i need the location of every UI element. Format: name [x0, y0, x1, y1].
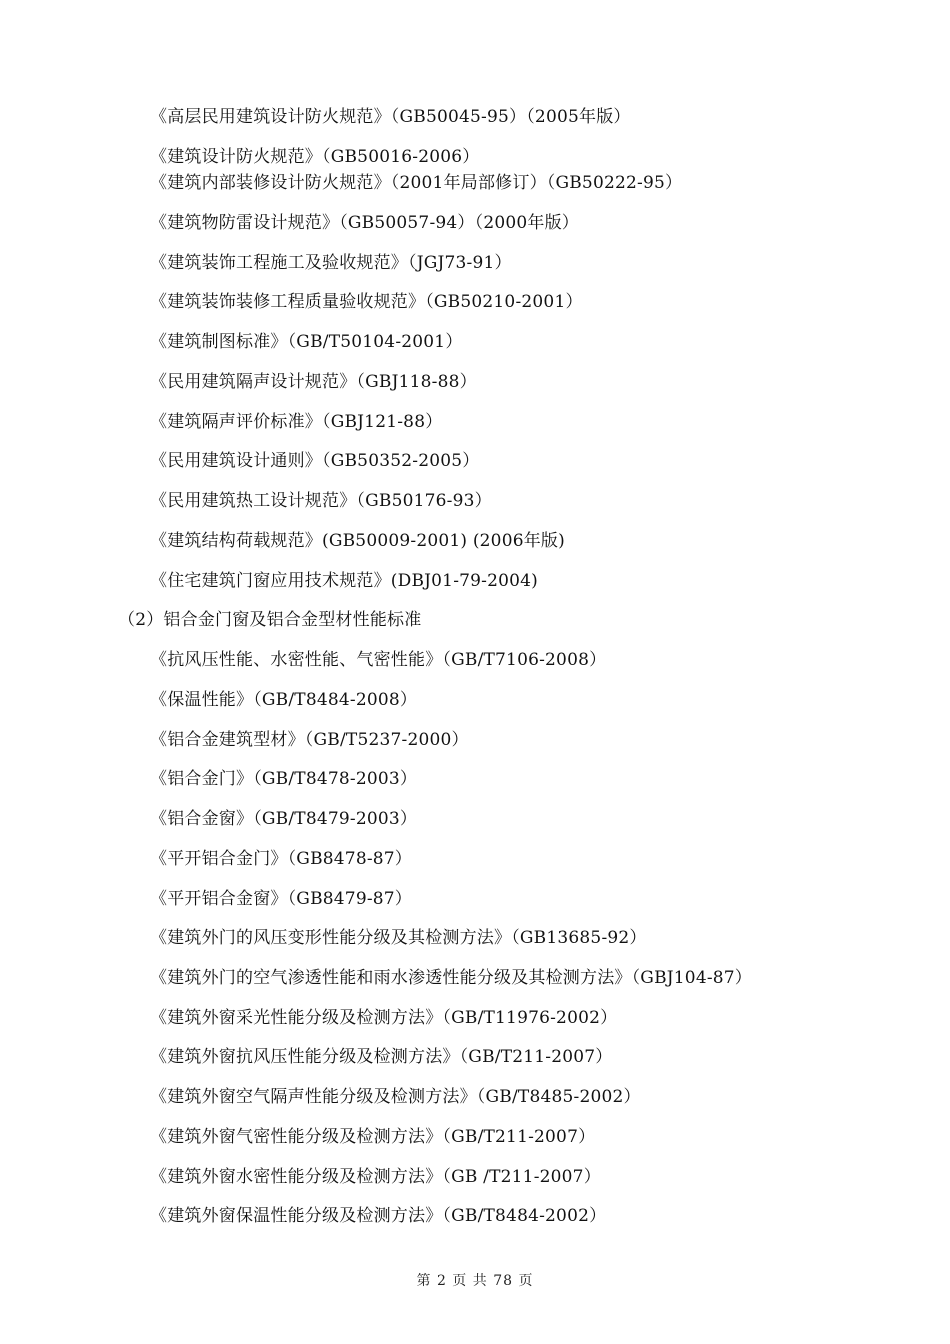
page-footer: 第 2 页 共 78 页 — [416, 1273, 534, 1289]
standard-line: 《抗风压性能、水密性能、气密性能》（GB/T7106-2008） — [150, 650, 607, 670]
standard-line: 《建筑外窗抗风压性能分级及检测方法》（GB/T211-2007） — [150, 1047, 613, 1067]
standard-line: 《铝合金窗》（GB/T8479-2003） — [150, 809, 418, 829]
standard-line: 《建筑设计防火规范》（GB50016-2006） — [150, 147, 480, 167]
standard-line: 《建筑隔声评价标准》（GBJ121-88） — [150, 412, 443, 432]
section-heading: （2）铝合金门窗及铝合金型材性能标准 — [118, 610, 422, 630]
standard-line: 《保温性能》（GB/T8484-2008） — [150, 690, 418, 710]
standard-line: 《民用建筑设计通则》（GB50352-2005） — [150, 451, 480, 471]
standard-line: 《建筑结构荷载规范》(GB50009-2001) (2006年版) — [150, 531, 565, 551]
standard-line: 《建筑外门的风压变形性能分级及其检测方法》（GB13685-92） — [150, 928, 647, 948]
standard-line: 《民用建筑热工设计规范》（GB50176-93） — [150, 491, 492, 511]
standard-line: 《建筑外窗气密性能分级及检测方法》（GB/T211-2007） — [150, 1127, 596, 1147]
standard-line: 《建筑制图标准》（GB/T50104-2001） — [150, 332, 463, 352]
standard-line: 《平开铝合金门》（GB8478-87） — [150, 849, 413, 869]
standard-line: 《铝合金门》（GB/T8478-2003） — [150, 769, 418, 789]
standard-line: 《建筑物防雷设计规范》（GB50057-94）（2000年版） — [150, 213, 579, 233]
standard-line: 《建筑装饰工程施工及验收规范》（JGJ73-91） — [150, 253, 512, 273]
standard-line: 《建筑装饰装修工程质量验收规范》（GB50210-2001） — [150, 292, 583, 312]
standard-line: 《高层民用建筑设计防火规范》（GB50045-95）（2005年版） — [150, 107, 631, 127]
standard-line: 《建筑内部装修设计防火规范》（2001年局部修订）（GB50222-95） — [150, 173, 683, 193]
standard-line: 《铝合金建筑型材》（GB/T5237-2000） — [150, 730, 469, 750]
standard-line: 《住宅建筑门窗应用技术规范》(DBJ01-79-2004) — [150, 571, 539, 591]
standard-line: 《建筑外窗空气隔声性能分级及检测方法》（GB/T8485-2002） — [150, 1087, 641, 1107]
standard-line: 《平开铝合金窗》（GB8479-87） — [150, 889, 413, 909]
standard-line: 《建筑外门的空气渗透性能和雨水渗透性能分级及其检测方法》（GBJ104-87） — [150, 968, 753, 988]
standard-line: 《建筑外窗采光性能分级及检测方法》（GB/T11976-2002） — [150, 1008, 618, 1028]
standard-line: 《建筑外窗保温性能分级及检测方法》（GB/T8484-2002） — [150, 1206, 607, 1226]
standard-line: 《建筑外窗水密性能分级及检测方法》（GB /T211-2007） — [150, 1167, 601, 1187]
standard-line: 《民用建筑隔声设计规范》（GBJ118-88） — [150, 372, 477, 392]
